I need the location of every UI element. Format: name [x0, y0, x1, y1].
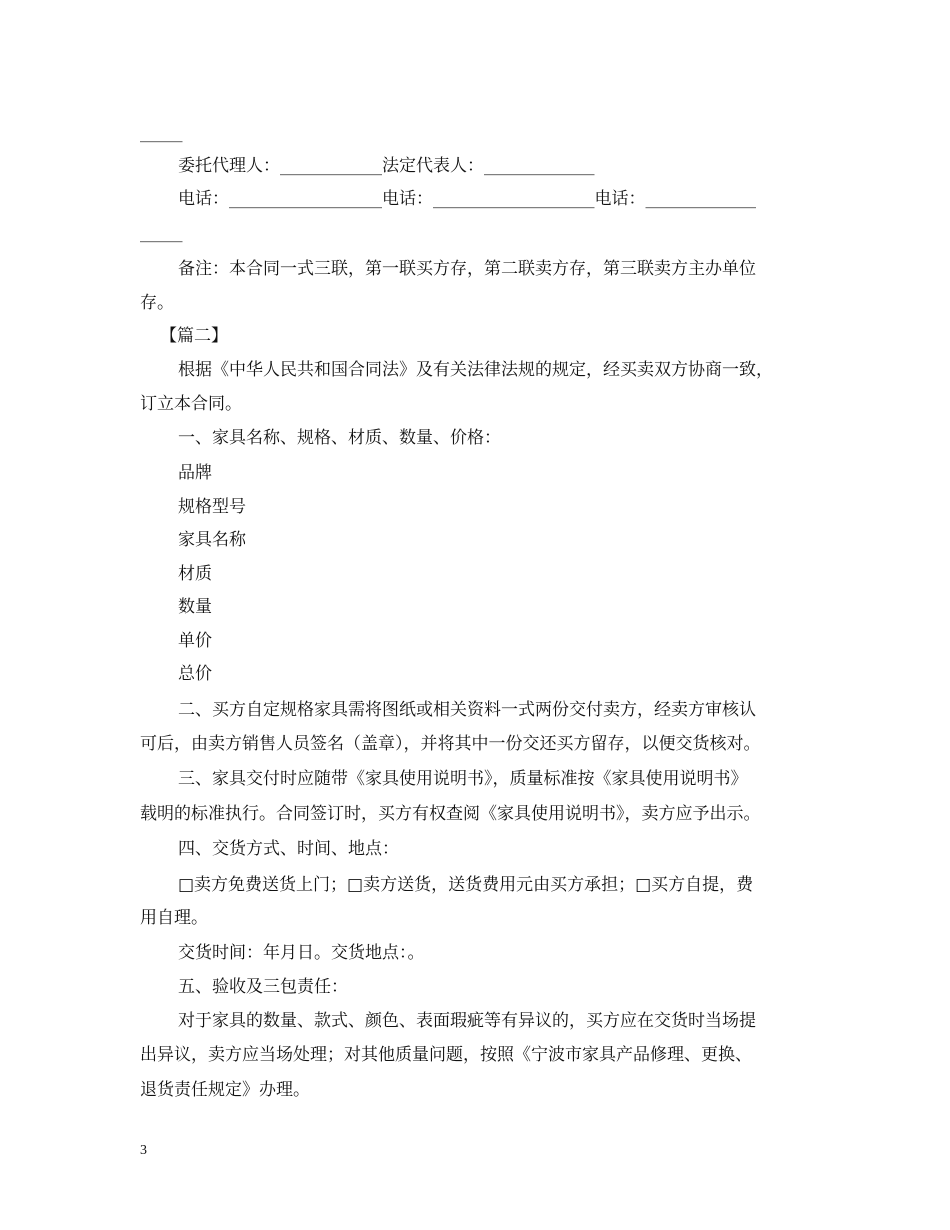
- text-line: 可后，由卖方销售人员签名（盖章），并将其中一份交还买方留存，以便交货核对。: [140, 734, 761, 754]
- page-number: 3: [140, 1143, 147, 1158]
- text-line: 退货责任规定》办理。: [140, 1080, 310, 1100]
- text-line: 规格型号: [178, 497, 246, 517]
- text-line: 存。: [140, 293, 174, 313]
- section-heading: 【篇二】: [160, 326, 228, 346]
- text-line: □卖方免费送货上门；□卖方送货，送货费用元由买方承担；□买方自提，费: [178, 875, 754, 895]
- text-line: 二、买方自定规格家具需将图纸或相关资料一式两份交付卖方，经卖方审核认: [178, 700, 756, 720]
- text-line: _____: [140, 223, 183, 243]
- text-line: 电话：__________________电话：___________________电话：_____________: [178, 189, 756, 209]
- text-line: 材质: [178, 564, 212, 584]
- text-line: 单价: [178, 631, 212, 651]
- text-line: 委托代理人：____________法定代表人：_____________: [178, 156, 595, 176]
- text-line: 对于家具的数量、款式、颜色、表面瑕疵等有异议的，买方应在交货时当场提: [178, 1011, 756, 1031]
- text-line: 用自理。: [140, 908, 208, 928]
- text-line: 品牌: [178, 463, 212, 483]
- text-line: 四、交货方式、时间、地点：: [178, 839, 399, 859]
- text-line: 订立本合同。: [140, 394, 242, 414]
- text-line: 载明的标准执行。合同签订时，买方有权查阅《家具使用说明书》，卖方应予出示。: [140, 804, 761, 824]
- text-line: _____: [140, 123, 183, 143]
- text-line: 数量: [178, 597, 212, 617]
- text-line: 一、家具名称、规格、材质、数量、价格：: [178, 428, 501, 448]
- text-line: 根据《中华人民共和国合同法》及有关法律法规的规定，经买卖双方协商一致，: [178, 360, 773, 380]
- text-line: 家具名称: [178, 530, 246, 550]
- text-line: 出异议，卖方应当场处理；对其他质量问题，按照《宁波市家具产品修理、更换、: [140, 1045, 752, 1065]
- text-line: 总价: [178, 664, 212, 684]
- text-line: 三、家具交付时应随带《家具使用说明书》，质量标准按《家具使用说明书》: [178, 769, 748, 789]
- text-line: 备注：本合同一式三联，第一联买方存，第二联卖方存，第三联卖方主办单位: [178, 259, 756, 279]
- text-line: 五、验收及三包责任：: [178, 977, 348, 997]
- text-line: 交货时间：年月日。交货地点：。: [178, 943, 425, 963]
